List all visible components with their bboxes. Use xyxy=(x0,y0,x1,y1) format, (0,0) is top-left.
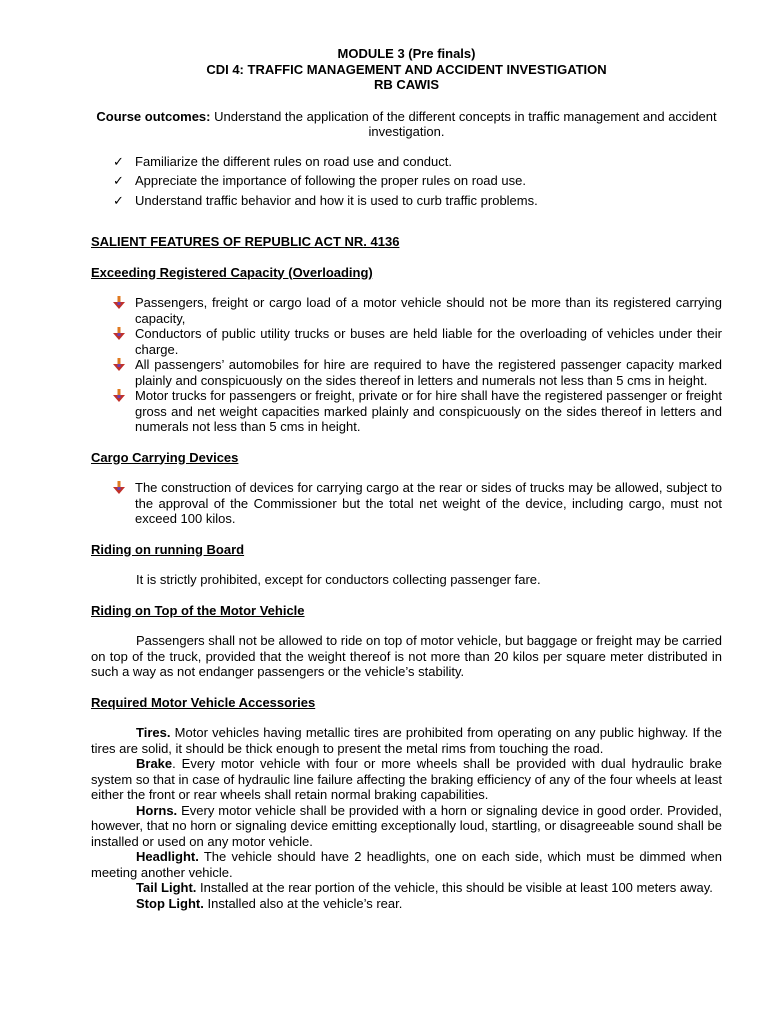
accessory-text: Motor vehicles having metallic tires are prohibited from operating on any public highway. If the tires are solid, it should be thick enough to present the metal rims from touching the road. xyxy=(91,725,722,756)
arrow-bullet-icon xyxy=(113,327,125,340)
arrow-bullet-icon xyxy=(113,389,125,402)
cargo-list xyxy=(113,480,722,527)
overloading-item-text: Motor trucks for passengers or freight, private or for hire shall have the registered passenger or freight gross and net weight capacities marked plainly and conspicuously on the sides thereof in letters and numerals not less than 5 cms in height. xyxy=(135,388,722,434)
arrow-bullet-icon xyxy=(113,358,125,371)
author-name: RB CAWIS xyxy=(374,77,439,92)
accessory-term: Headlight. xyxy=(136,849,199,864)
course-title: CDI 4: TRAFFIC MANAGEMENT AND ACCIDENT INVESTIGATION xyxy=(206,61,607,77)
overloading-list xyxy=(113,295,722,435)
checkmark-icon: ✓ xyxy=(113,153,124,169)
accessory-text: Every motor vehicle shall be provided with a horn or signaling device in good order. Provided, however, that no horn or signaling device emitting exceptionally loud, startling, or disagreeable sound shall be installed or used on any motor vehicle. xyxy=(91,802,722,849)
accessory-text: Installed at the rear portion of the vehicle, this should be visible at least 100 meters away. xyxy=(196,880,713,895)
objectives-list xyxy=(113,154,722,209)
overloading-heading: Exceeding Registered Capacity (Overloading) xyxy=(91,264,373,280)
list-item xyxy=(113,154,722,170)
document-page xyxy=(91,46,722,911)
checkmark-icon: ✓ xyxy=(113,173,124,188)
cargo-item-text: The construction of devices for carrying cargo at the rear or sides of trucks may be allowed, subject to the approval of the Commissioner but the total net weight of the device, including cargo, must not exceed 100 kilos. xyxy=(135,480,722,526)
accessory-text: The vehicle should have 2 headlights, one on each side, which must be dimmed when meeting another vehicle. xyxy=(91,849,722,880)
accessory-headlight xyxy=(91,849,722,880)
list-item xyxy=(113,480,722,527)
course-outcomes-text: Understand the application of the different concepts in traffic management and accident investigation. xyxy=(210,108,717,139)
accessory-term: Stop Light. xyxy=(136,895,204,911)
accessories-list xyxy=(91,725,722,911)
course-outcomes-label: Course outcomes: xyxy=(96,108,211,124)
top-vehicle-text: Passengers shall not be allowed to ride on top of motor vehicle, but baggage or freight may be carried on top of the truck, provided that the weight thereof is not more than 20 kilos per square meter distributed in such a way as not endanger passengers or the vehicle’s stability. xyxy=(91,633,722,679)
top-vehicle-heading: Riding on Top of the Motor Vehicle xyxy=(91,602,305,618)
running-board-heading: Riding on running Board xyxy=(91,541,245,557)
accessories-heading: Required Motor Vehicle Accessories xyxy=(91,694,316,710)
accessory-brake xyxy=(91,756,722,803)
objective-text: Appreciate the importance of following the proper rules on road use. xyxy=(135,173,526,188)
accessory-text: . Every motor vehicle with four or more wheels shall be provided with dual hydraulic brake system so that in case of hydraulic line failure affecting the braking efficiency of any of the four wheels at least either the front or rear wheels shall retain normal braking capabilities. xyxy=(91,756,722,802)
accessory-tail-light xyxy=(91,880,722,896)
accessory-term: Brake xyxy=(136,756,173,771)
list-item xyxy=(113,295,722,326)
overloading-item-text: Passengers, freight or cargo load of a motor vehicle should not be more than its registered carrying capacity, xyxy=(135,295,722,326)
overloading-item-text: All passengers’ automobiles for hire are required to have the registered passenger capacity marked plainly and conspicuously on the sides thereof in letters and numerals not less than 5 cms in height. xyxy=(135,357,722,388)
arrow-bullet-icon xyxy=(113,296,125,309)
list-item xyxy=(113,326,722,357)
list-item xyxy=(113,388,722,435)
list-item xyxy=(113,173,722,189)
arrow-bullet-icon xyxy=(113,481,125,494)
section-title: SALIENT FEATURES OF REPUBLIC ACT NR. 4136 xyxy=(91,234,400,249)
list-item xyxy=(113,193,722,209)
accessory-text: Installed also at the vehicle’s rear. xyxy=(203,895,403,911)
module-title: MODULE 3 (Pre finals) xyxy=(337,46,476,61)
accessory-term: Horns. xyxy=(136,802,178,818)
accessory-tires xyxy=(91,725,722,756)
checkmark-icon: ✓ xyxy=(113,192,124,208)
document-header xyxy=(91,46,722,93)
objective-text: Understand traffic behavior and how it is used to curb traffic problems. xyxy=(135,192,538,208)
overloading-item-text: Conductors of public utility trucks or buses are held liable for the overloading of vehicles under their charge. xyxy=(135,326,722,357)
cargo-heading: Cargo Carrying Devices xyxy=(91,449,239,465)
running-board-text: It is strictly prohibited, except for conductors collecting passenger fare. xyxy=(136,572,541,587)
objective-text: Familiarize the different rules on road use and conduct. xyxy=(135,153,452,169)
accessory-stop-light xyxy=(91,896,722,912)
accessory-term: Tires. xyxy=(136,725,171,740)
course-outcomes xyxy=(91,109,722,140)
accessory-term: Tail Light. xyxy=(136,880,197,895)
accessory-horns xyxy=(91,803,722,850)
list-item xyxy=(113,357,722,388)
